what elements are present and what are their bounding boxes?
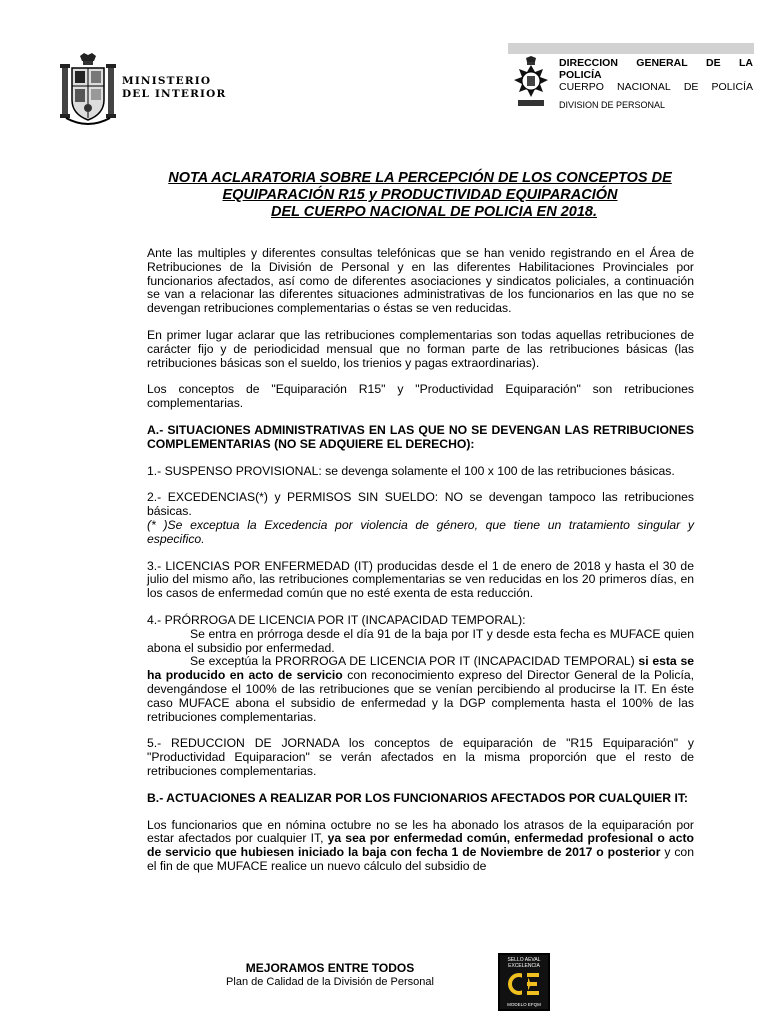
footer-plan: Plan de Calidad de la División de Personal xyxy=(226,976,434,988)
org-word: POLICÍA xyxy=(711,81,753,93)
section-b-heading: B.- ACTUACIONES A REALIZAR POR LOS FUNCIONARIOS AFECTADOS POR CUALQUIER IT: xyxy=(147,790,688,805)
ministry-line-1: MINISTERIO xyxy=(122,75,212,87)
title-line-1: NOTA ACLARATORIA SOBRE LA PERCEPCIÓN DE LOS CONCEPTOS DE xyxy=(168,170,672,186)
org-word: DIRECCION xyxy=(559,57,618,69)
org-word: LA xyxy=(738,57,753,69)
item-4-paragraph-b xyxy=(147,655,694,724)
paragraph-concepts: Los conceptos de "Equiparación R15" y "Productividad Equiparación" son retribuciones complementarias. xyxy=(147,382,694,411)
footer xyxy=(200,961,460,989)
title-line-3: DEL CUERPO NACIONAL DE POLICIA EN 2018. xyxy=(270,204,598,220)
org-line-3 xyxy=(559,81,753,94)
footer-slogan: MEJORAMOS ENTRE TODOS xyxy=(245,961,415,975)
org-word: DE xyxy=(706,57,721,69)
organization-block xyxy=(559,57,753,111)
text-run: y con el fin de que MUFACE realice un nuevo cálculo del subsidio de xyxy=(147,845,694,873)
ministry-name xyxy=(122,75,226,101)
section-a-heading: A.- SITUACIONES ADMINISTRATIVAS EN LAS QUE NO SE DEVENGAN LAS RETRIBUCIONES COMPLEMENTARIAS (NO SE ADQUIERE EL DERECHO): xyxy=(147,422,694,451)
org-word: NACIONAL xyxy=(617,81,671,93)
text-run-bold: si esta se ha producido en acto de servicio xyxy=(147,654,694,683)
item-4-paragraph-a: Se entra en prórroga desde el día 91 de la baja por IT y desde esta fecha es MUFACE quien abona el subsidio por enfermedad. xyxy=(147,626,694,655)
document-body xyxy=(147,247,694,887)
org-word: DE xyxy=(683,81,699,93)
text-run: con reconocimiento expreso del Director General de la Policía, devengándose el 100% de las retribuciones que se venían percibiendo al producirse la IT. En éste caso MUFACE abona el subsidio de enfermedad y la DGP complementa hasta el 100% de las retribuciones complementarias. xyxy=(147,668,694,724)
org-line-2: POLICÍA xyxy=(559,69,602,81)
item-3: 3.- LICENCIAS POR ENFERMEDAD (IT) producidas desde el 1 de enero de 2018 y hasta el 30 de julio del mismo año, las retribuciones complementarias se ven reducidas en los 20 primeros días, en los casos de enfermedad común que no esté exenta de esta reducción. xyxy=(147,558,694,601)
text-run-bold: ya sea por enfermedad común, enfermedad profesional o acto de servicio que hubiesen iniciado la baja con fecha 1 de Noviembre de 2017 o posterior xyxy=(147,831,694,860)
seal-bottom-text: MODELO EFQM xyxy=(507,1002,541,1007)
header-gray-bar xyxy=(508,43,754,54)
seal-line: SELLO AEVAL xyxy=(507,957,541,963)
org-word: GENERAL xyxy=(636,57,688,69)
org-word: CUERPO xyxy=(559,81,604,93)
quality-seal xyxy=(498,953,550,1011)
item-5: 5.- REDUCCION DE JORNADA los conceptos de equiparación de "R15 Equiparación" y "Productividad Equiparacion" se verán afectados en la misma proporción que el resto de retribuciones complementarias. xyxy=(147,736,694,778)
seal-line: EXCELENCIA xyxy=(508,963,540,969)
paragraph-intro: Ante las multiples y diferentes consultas telefónicas que se han venido registrando en el Área de Retribuciones de la División de Personal y en las diferentes Habilitaciones Provinciales por funcionarios afectados, así como de diferentes asociaciones y sindicatos policiales, a continuación se van a relacionar las diferentes situaciones administrativas de los funcionarios en las que no se devengan retribuciones complementarias o éstas se ven reducidas. xyxy=(147,246,694,316)
item-2-note: (* )Se exceptua la Excedencia por violencia de género, que tiene un tratamiento singular y especifico. xyxy=(147,517,694,546)
title-line-2: EQUIPARACIÓN R15 y PRODUCTIVIDAD EQUIPARACIÓN xyxy=(222,187,618,203)
seal-top-text xyxy=(500,957,548,969)
document-title xyxy=(100,170,740,221)
police-badge-icon xyxy=(510,56,552,108)
ministry-line-2: DEL INTERIOR xyxy=(122,88,227,100)
text-run: Los funcionarios que en nómina octubre no se les ha abonado los atrasos de la equiparación por estar afectados por cualquier IT, xyxy=(147,817,694,846)
division-name: DIVISION DE PERSONAL xyxy=(559,100,666,110)
item-2: 2.- EXCEDENCIAS(*) y PERMISOS SIN SUELDO: NO se devengan tampoco las retribuciones básicas. xyxy=(147,490,694,519)
excellence-logo-icon xyxy=(508,971,540,997)
text-run: Se exceptúa la PRORROGA DE LICENCIA POR IT (INCAPACIDAD TEMPORAL) xyxy=(190,654,639,669)
item-4: 4.- PRÓRROGA DE LICENCIA POR IT (INCAPACIDAD TEMPORAL): xyxy=(147,612,526,627)
org-line-1 xyxy=(559,57,753,69)
coat-of-arms-icon xyxy=(58,52,118,130)
paragraph-definition: En primer lugar aclarar que las retribuciones complementarias son todas aquellas retribuciones de carácter fijo y de periodicidad mensual que no forman parte de las retribuciones básicas (las retribuciones básicas son el sueldo, los trienios y pagas extraordinarias). xyxy=(147,327,694,370)
item-1: 1.- SUSPENSO PROVISIONAL: se devenga solamente el 100 x 100 de las retribuciones básicas. xyxy=(147,463,675,478)
paragraph-final xyxy=(147,819,694,874)
